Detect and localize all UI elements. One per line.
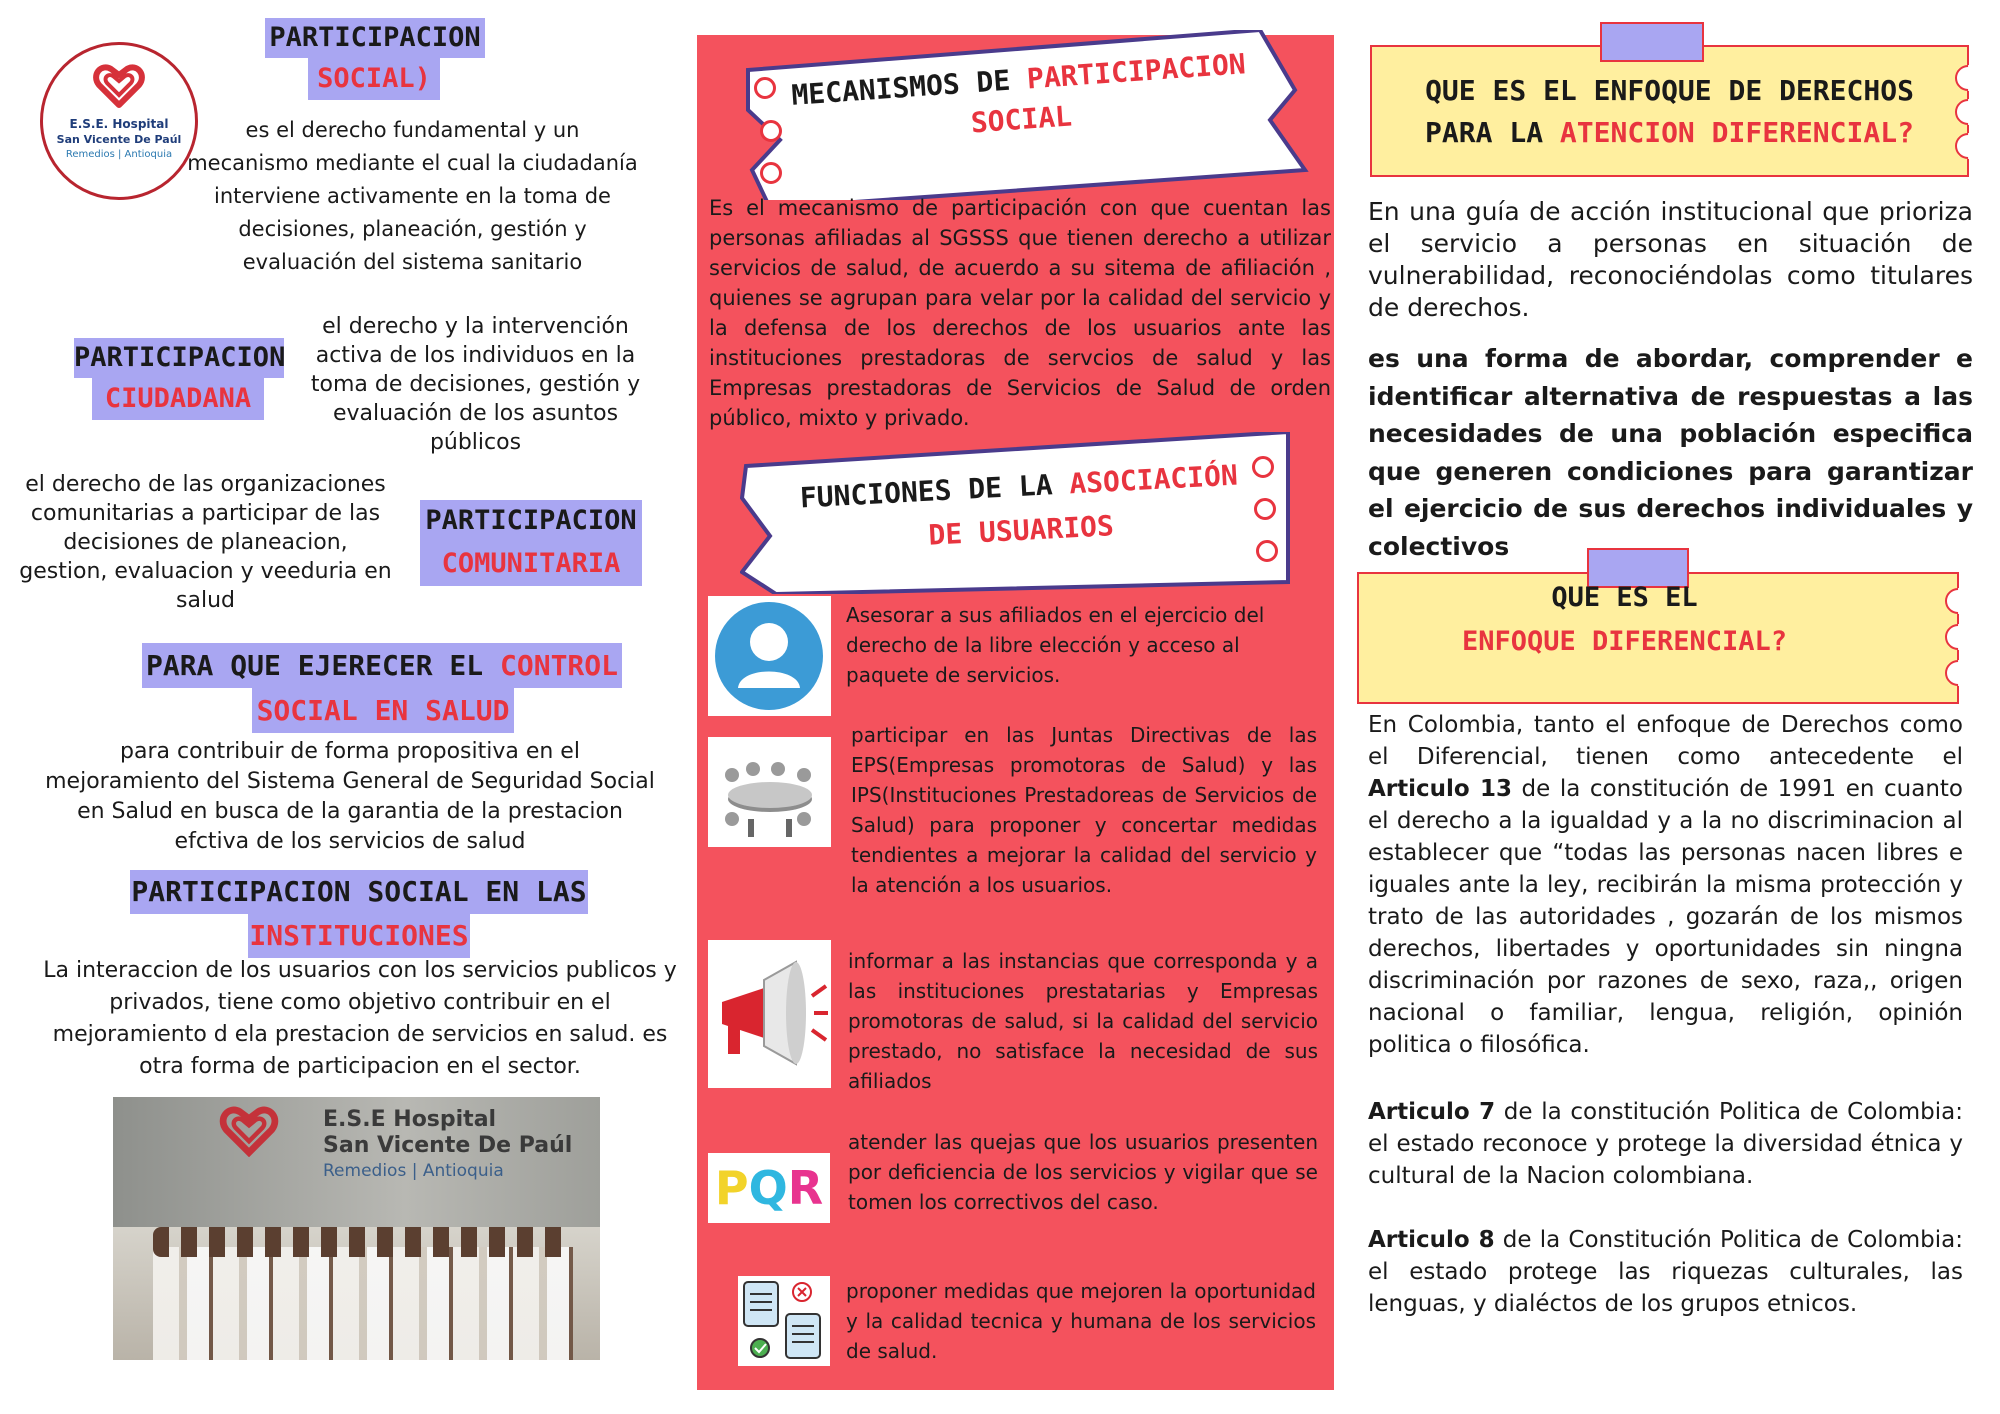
ribbon-ring-icon (760, 162, 782, 184)
enfoque-diferencial-p3 (1368, 1224, 1963, 1320)
articulo-8: Articulo 8 (1368, 1227, 1495, 1253)
funciones-title-c: DE USUARIOS (927, 509, 1115, 552)
function-item-icon-box (708, 1153, 830, 1223)
checklist-icon (738, 1276, 830, 1366)
enfoque-derechos-title (1372, 70, 1967, 154)
control-social-title-c: SOCIAL EN SALUD (252, 688, 514, 733)
photo-people (153, 1247, 573, 1360)
enfoque-derechos-title-a: QUE ES EL ENFOQUE DE DERECHOS (1425, 74, 1914, 107)
enfoque-diferencial-p2-b: de la constitución Politica de Colombia: el estado reconoce y protege la diversidad étnica y cultural de la Nacion colombiana. (1368, 1099, 1963, 1189)
banner-tab (1600, 22, 1704, 62)
ribbon-ring-icon (760, 120, 782, 142)
articulo-7: Articulo 7 (1368, 1099, 1496, 1125)
funciones-title-a: FUNCIONES DE LA (799, 468, 1054, 515)
control-social-text: para contribuir de forma propositiva en el mejoramiento del Sistema General de Seguridad Social en Salud en busca de la garantia de la prestacion efctiva de los servicios de salud (45, 739, 655, 854)
photo-sign-place: Remedios | Antioquia (323, 1161, 504, 1181)
participacion-social-title-b: SOCIAL) (308, 58, 440, 100)
hospital-logo (40, 42, 198, 200)
logo-org: E.S.E. Hospital (69, 117, 169, 131)
ribbon-ring-icon (1252, 456, 1274, 478)
mecanismos-title-b: PARTICIPACION (1025, 47, 1247, 96)
enfoque-diferencial-p1 (1368, 709, 1963, 1061)
function-item-icon-box (708, 596, 831, 716)
function-item-text: informar a las instancias que corresponda y a las instituciones prestatarias y Empresas promotoras de salud, si la calidad del servicio prestado, no satisface la necesidad de sus afiliados (848, 949, 1318, 1093)
instituciones-title-b: INSTITUCIONES (248, 914, 470, 958)
articulo-13: Articulo 13 (1368, 776, 1512, 802)
control-social-title (142, 643, 622, 688)
function-item-icon-box (738, 1276, 830, 1366)
function-item-text: proponer medidas que mejoren la oportunidad y la calidad tecnica y humana de los servicios de salud. (846, 1279, 1316, 1363)
ribbon-ring-icon (1254, 498, 1276, 520)
participacion-ciudadana-text: el derecho y la intervención activa de los individuos en la toma de decisiones, gestión y evaluación de los asuntos públicos (310, 314, 641, 455)
meeting-icon (708, 737, 831, 847)
instituciones-text: La interaccion de los usuarios con los servicios publicos y privados, tiene como objetivo contribuir en el mejoramiento d ela prestacion de servicios en salud. es otra forma de participacion en el sector. (43, 958, 677, 1079)
enfoque-diferencial-title (1357, 576, 1892, 664)
participacion-comunitaria-text: el derecho de las organizaciones comunitarias a participar de las decisiones de planeacion, gestion, evaluacion y veeduria en salud (19, 472, 392, 613)
pqr-icon: PQR (714, 1161, 824, 1215)
function-item-icon-box (708, 737, 831, 847)
heart-logo-icon (219, 1105, 279, 1157)
participacion-ciudadana-title: PARTICIPACION (74, 338, 284, 378)
function-item-text: atender las quejas que los usuarios presenten por deficiencia de los servicios y vigilar que se tomen los correctivos del caso. (848, 1130, 1318, 1214)
photo-sign-name: San Vicente De Paúl (323, 1133, 573, 1158)
function-item-text: participar en las Juntas Directivas de las EPS(Empresas promotoras de Salud) y las IPS(Instituciones Prestadoreas de Servicios de Salud) para proponer y concertar medidas tendientes a mejorar la calidad del servicio y la atención a los usuarios. (851, 723, 1317, 897)
participacion-comunitaria-title-b: COMUNITARIA (420, 542, 642, 586)
enfoque-diferencial-p2 (1368, 1096, 1963, 1192)
user-icon (708, 596, 831, 716)
logo-name: San Vicente De Paúl (56, 133, 182, 146)
ribbon-ring-icon (1256, 540, 1278, 562)
function-item-text: Asesorar a sus afiliados en el ejercicio del derecho de la libre elección y acceso al paquete de servicios. (846, 603, 1265, 687)
ribbon-ring-icon (754, 77, 776, 99)
enfoque-diferencial-p1-c: de la constitución de 1991 en cuanto el derecho a la igualdad y a la no discriminacion al establecer que “todas las personas nacen libres e iguales ante la ley, recibirán la misma protección y trato de las autoridades , gozarán de los mismos derechos, libertades y oportunidades sin ningna discriminación por razones de sexo, raza,, origen nacional o familiar, lengua, religión, opinión politica o filosófica. (1368, 776, 1963, 1058)
logo-place: Remedios | Antioquia (65, 149, 173, 160)
enfoque-diferencial-title-a: QUE ES EL (1551, 582, 1698, 613)
enfoque-derechos-text-2: es una forma de abordar, comprender e identificar alternativa de respuestas a las necesidades de una población especifica que generen condiciones para garantizar el ejercicio de sus derechos individuales y colectivos (1368, 344, 1973, 561)
enfoque-derechos-text-1: En una guía de acción institucional que prioriza el servicio a personas en situación de vulnerabilidad, reconociéndolas como titulares de derechos. (1368, 197, 1973, 322)
enfoque-diferencial-title-b: ENFOQUE DIFERENCIAL? (1461, 626, 1788, 657)
photo-sign-org: E.S.E Hospital (323, 1107, 497, 1132)
control-social-title-a: PARA QUE EJERECER EL (145, 649, 484, 682)
participacion-comunitaria-title: PARTICIPACION (420, 500, 642, 542)
control-social-title-b: CONTROL (500, 649, 619, 682)
heart-logo-icon (93, 63, 145, 109)
participacion-social-title: PARTICIPACION (265, 18, 485, 58)
enfoque-derechos-title-c: ATENCION DIFERENCIAL? (1559, 116, 1914, 149)
enfoque-diferencial-p1-a: En Colombia, tanto el enfoque de Derechos como el Diferencial, tienen como antecedente el (1368, 712, 1963, 770)
mecanismos-text: Es el mecanismo de participación con que cuentan las personas afiliadas al SGSSS que tienen derecho a utilizar servicios de salud, de acuerdo a su sitema de afiliación , quienes se agrupan para velar por la calidad del servicio y la defensa de los derechos de los usuarios ante las instituciones prestadoras de servcios de salud y las Empresas prestadoras de Servicios de Salud de orden público, mixto y privado. (709, 196, 1331, 430)
enfoque-derechos-title-b: PARA LA (1425, 116, 1544, 149)
function-item-icon-box (708, 940, 831, 1088)
participacion-ciudadana-title-b: CIUDADANA (92, 378, 264, 420)
mecanismos-title-a: MECANISMOS DE (790, 63, 1012, 112)
megaphone-icon (708, 940, 831, 1088)
participacion-social-text: es el derecho fundamental y un mecanismo mediante el cual la ciudadanía interviene activamente en la toma de decisiones, planeación, gestión y evaluación del sistema sanitario (187, 118, 638, 274)
instituciones-title: PARTICIPACION SOCIAL EN LAS (130, 870, 588, 914)
enfoque-diferencial-p3-b: de la Constitución Politica de Colombia: el estado protege las riquezas culturales, las lenguas, y dialéctos de los grupos etnicos. (1368, 1227, 1963, 1317)
mecanismos-title-c: SOCIAL (969, 99, 1073, 140)
funciones-title-b: ASOCIACIÓN (1068, 458, 1239, 501)
hospital-photo (113, 1097, 600, 1360)
